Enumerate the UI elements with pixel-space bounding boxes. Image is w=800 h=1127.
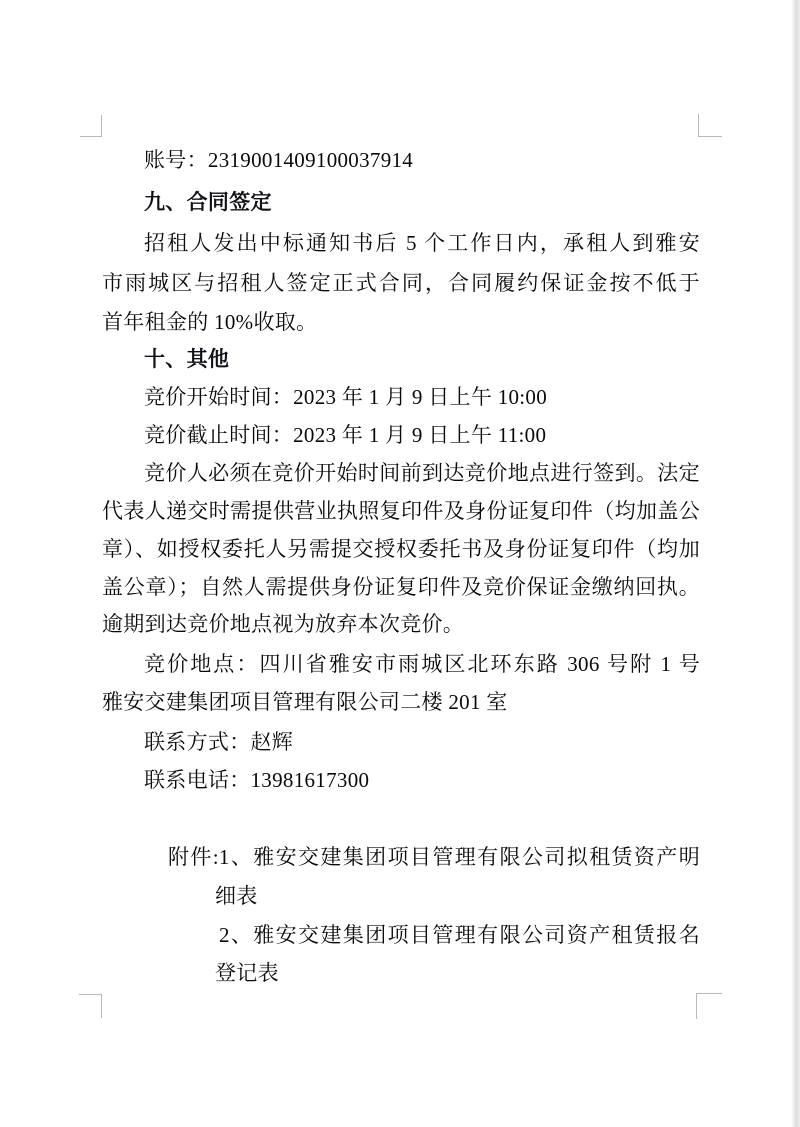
paragraph-signin-line-4: 盖公章）；自然人需提供身份证复印件及竞价保证金缴纳回执。 bbox=[102, 575, 700, 599]
heading-contract-signing: 九、合同签定 bbox=[144, 190, 272, 214]
paragraph-contract-line-3: 首年租金的 10%收取。 bbox=[102, 310, 318, 334]
bidding-location-line-2: 雅安交建集团项目管理有限公司二楼 201 室 bbox=[102, 690, 508, 714]
attachment-2-line-2: 登记表 bbox=[215, 961, 279, 985]
margin-mark-bottom-right-icon bbox=[696, 993, 722, 1019]
attachment-1-line-1: 附件:1、雅安交建集团项目管理有限公司拟租赁资产明 bbox=[168, 845, 700, 869]
paragraph-signin-line-1: 竞价人必须在竞价开始时间前到达竞价地点进行签到。法定 bbox=[144, 461, 700, 485]
bidding-start-time-line: 竞价开始时间：2023 年 1 月 9 日上午 10:00 bbox=[144, 385, 548, 409]
heading-other: 十、其他 bbox=[144, 347, 230, 371]
bidding-location-line-1: 竞价地点：四川省雅安市雨城区北环东路 306 号附 1 号 bbox=[144, 652, 700, 676]
margin-mark-top-left-icon bbox=[80, 115, 102, 137]
contact-phone-line: 联系电话：13981617300 bbox=[144, 768, 370, 792]
attachment-2-line-1: 2、雅安交建集团项目管理有限公司资产租赁报名 bbox=[219, 923, 700, 947]
margin-mark-bottom-left-icon bbox=[79, 994, 102, 1018]
paragraph-signin-line-2: 代表人递交时需提供营业执照复印件及身份证复印件（均加盖公 bbox=[102, 499, 700, 523]
paragraph-signin-line-3: 章）、如授权委托人另需提交授权委托书及身份证复印件（均加 bbox=[102, 537, 700, 561]
account-number-line: 账号：2319001409100037914 bbox=[144, 148, 414, 172]
paragraph-signin-line-5: 逾期到达竞价地点视为放弃本次竞价。 bbox=[102, 612, 465, 636]
bidding-deadline-line: 竞价截止时间：2023 年 1 月 9 日上午 11:00 bbox=[144, 423, 547, 447]
attachment-1-line-2: 细表 bbox=[215, 884, 258, 908]
contact-person-line: 联系方式：赵辉 bbox=[144, 730, 294, 754]
margin-mark-top-right-icon bbox=[698, 114, 722, 137]
paragraph-contract-line-2: 市雨城区与招租人签定正式合同，合同履约保证金按不低于 bbox=[102, 271, 700, 295]
page-edge-shadow bbox=[791, 0, 800, 1127]
paragraph-contract-line-1: 招租人发出中标通知书后 5 个工作日内，承租人到雅安 bbox=[144, 231, 700, 255]
